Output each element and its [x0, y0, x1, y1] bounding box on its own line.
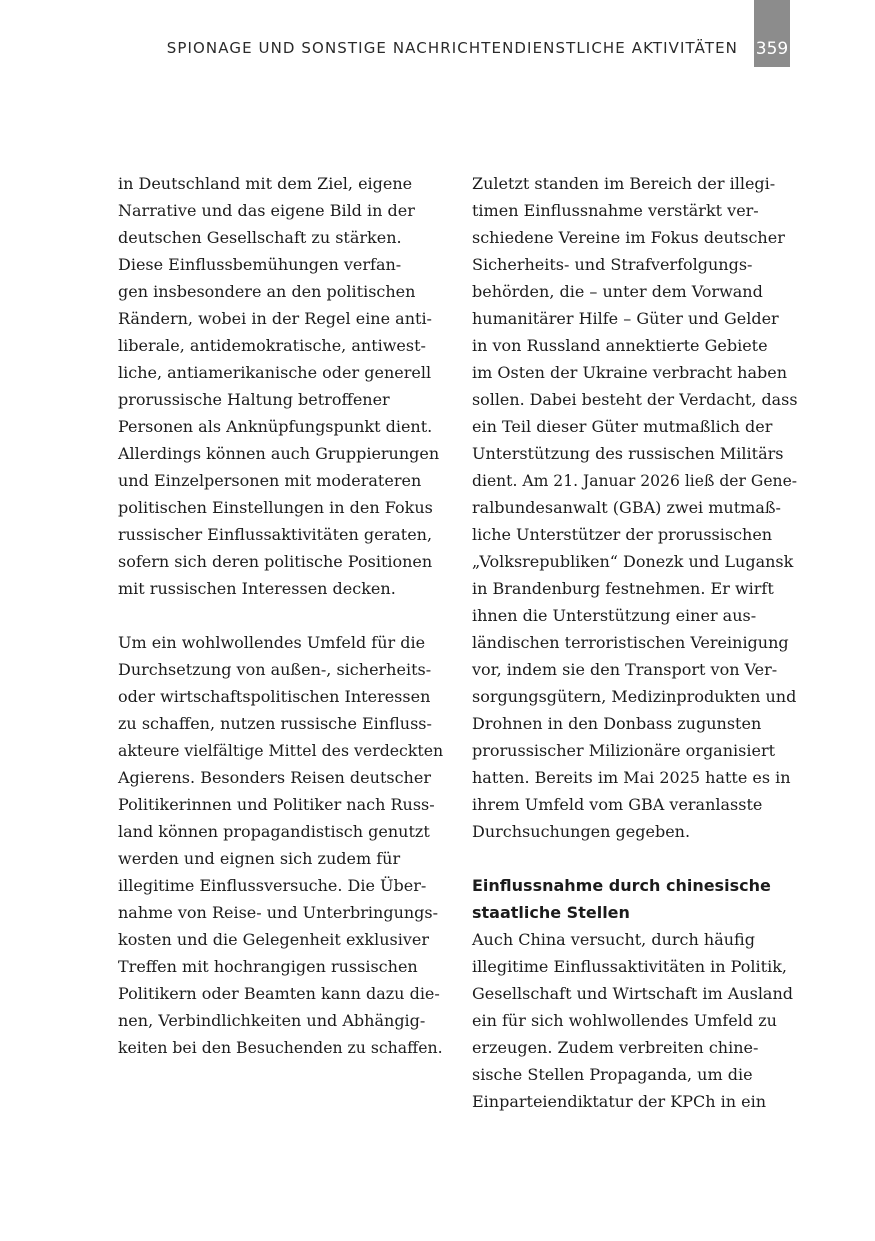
text-line: sorgungsgütern, Medizinprodukten und	[472, 687, 797, 706]
text-line: hatten. Bereits im Mai 2025 hatte es in	[472, 768, 791, 787]
text-line: gen insbesondere an den politischen	[118, 282, 416, 301]
text-line: keiten bei den Besuchenden zu schaffen.	[118, 1038, 443, 1057]
text-line: Allerdings können auch Gruppierungen	[118, 444, 440, 463]
text-line: in Deutschland mit dem Ziel, eigene	[118, 174, 413, 193]
text-line: ländischen terroristischen Vereinigung	[472, 633, 789, 652]
text-line: ein Teil dieser Güter mutmaßlich der	[472, 417, 773, 436]
text-line: land können propagandistisch genutzt	[118, 822, 430, 841]
text-line: liche, antiamerikanische oder generell	[118, 363, 432, 382]
text-line: politischen Einstellungen in den Fokus	[118, 498, 433, 517]
text-line: dient. Am 21. Januar 2026 ließ der Gene-	[472, 471, 798, 490]
text-line: ein für sich wohlwollendes Umfeld zu	[472, 1011, 777, 1030]
text-line: Um ein wohlwollendes Umfeld für die	[118, 633, 426, 652]
text-line: sische Stellen Propaganda, um die	[472, 1065, 753, 1084]
text-line: Unterstützung des russischen Militärs	[472, 444, 784, 463]
text-line: Sicherheits- und Strafverfolgungs-	[472, 255, 753, 274]
text-line: Drohnen in den Donbass zugunsten	[472, 714, 762, 733]
text-line: russischer Einflussaktivitäten geraten,	[118, 525, 433, 544]
text-line: mit russischen Interessen decken.	[118, 579, 396, 598]
text-line: humanitärer Hilfe – Güter und Gelder	[472, 309, 779, 328]
text-line: oder wirtschaftspolitischen Interessen	[118, 687, 431, 706]
text-line: liberale, antidemokratische, antiwest-	[118, 336, 426, 355]
text-line: nen, Verbindlichkeiten und Abhängig-	[118, 1011, 426, 1030]
text-line: im Osten der Ukraine verbracht haben	[472, 363, 788, 382]
text-line: vor, indem sie den Transport von Ver-	[472, 660, 778, 679]
text-line: illegitime Einflussaktivitäten in Politik,	[472, 957, 787, 976]
text-line: behörden, die – unter dem Vorwand	[472, 282, 763, 301]
text-line: akteure vielfältige Mittel des verdeckten	[118, 741, 444, 760]
paragraph	[472, 926, 797, 1115]
text-line: ihnen die Unterstützung einer aus-	[472, 606, 757, 625]
text-line: in Brandenburg festnehmen. Er wirft	[472, 579, 774, 598]
text-line: Diese Einflussbemühungen verfan-	[118, 255, 402, 274]
text-line: und Einzelpersonen mit moderateren	[118, 471, 422, 490]
text-line: sofern sich deren politische Positionen	[118, 552, 433, 571]
page-number-box	[754, 0, 790, 67]
header-title: SPIONAGE UND SONSTIGE NACHRICHTENDIENSTLICHE AKTIVITÄTEN	[166, 39, 738, 57]
text-line: schiedene Vereine im Fokus deutscher	[472, 228, 785, 247]
text-line: Politikerinnen und Politiker nach Russ-	[118, 795, 435, 814]
text-line: timen Einflussnahme verstärkt ver-	[472, 201, 759, 220]
text-line: Rändern, wobei in der Regel eine anti-	[118, 309, 432, 328]
text-line: ralbundesanwalt (GBA) zwei mutmaß-	[472, 498, 781, 517]
text-line: prorussischer Milizionäre organisiert	[472, 741, 776, 760]
left-column	[118, 170, 443, 1061]
section-heading	[472, 872, 797, 926]
text-line: in von Russland annektierte Gebiete	[472, 336, 768, 355]
text-line: Auch China versucht, durch häufig	[472, 930, 755, 949]
heading-line: Einflussnahme durch chinesische	[472, 876, 771, 895]
paragraph	[118, 170, 443, 602]
text-line: Politikern oder Beamten kann dazu die-	[118, 984, 440, 1003]
text-line: sollen. Dabei besteht der Verdacht, dass	[472, 390, 798, 409]
right-column	[472, 170, 797, 1115]
text-line: zu schaffen, nutzen russische Einfluss-	[118, 714, 432, 733]
paragraph-gap	[472, 845, 797, 872]
text-line: kosten und die Gelegenheit exklusiver	[118, 930, 430, 949]
paragraph-gap	[118, 602, 443, 629]
text-line: Durchsuchungen gegeben.	[472, 822, 691, 841]
text-line: ihrem Umfeld vom GBA veranlasste	[472, 795, 763, 814]
text-line: erzeugen. Zudem verbreiten chine-	[472, 1038, 759, 1057]
text-line: Treffen mit hochrangigen russischen	[118, 957, 418, 976]
text-line: nahme von Reise- und Unterbringungs-	[118, 903, 439, 922]
text-line: werden und eignen sich zudem für	[118, 849, 401, 868]
text-line: Gesellschaft und Wirtschaft im Ausland	[472, 984, 794, 1003]
text-line: „Volksrepubliken“ Donezk und Lugansk	[472, 552, 794, 571]
text-line: Einparteiendiktatur der KPCh in ein	[472, 1092, 767, 1111]
paragraph	[118, 629, 443, 1061]
text-line: Agierens. Besonders Reisen deutscher	[118, 768, 431, 787]
text-line: prorussische Haltung betroffener	[118, 390, 390, 409]
paragraph	[472, 170, 797, 845]
text-line: deutschen Gesellschaft zu stärken.	[118, 228, 402, 247]
page-number: 359	[755, 39, 789, 59]
text-line: liche Unterstützer der prorussischen	[472, 525, 773, 544]
text-line: Durchsetzung von außen-, sicherheits-	[118, 660, 432, 679]
text-line: Zuletzt standen im Bereich der illegi-	[472, 174, 776, 193]
text-line: illegitime Einflussversuche. Die Über-	[118, 876, 427, 895]
heading-line: staatliche Stellen	[472, 903, 630, 922]
text-line: Personen als Anknüpfungspunkt dient.	[118, 417, 433, 436]
text-line: Narrative und das eigene Bild in der	[118, 201, 415, 220]
